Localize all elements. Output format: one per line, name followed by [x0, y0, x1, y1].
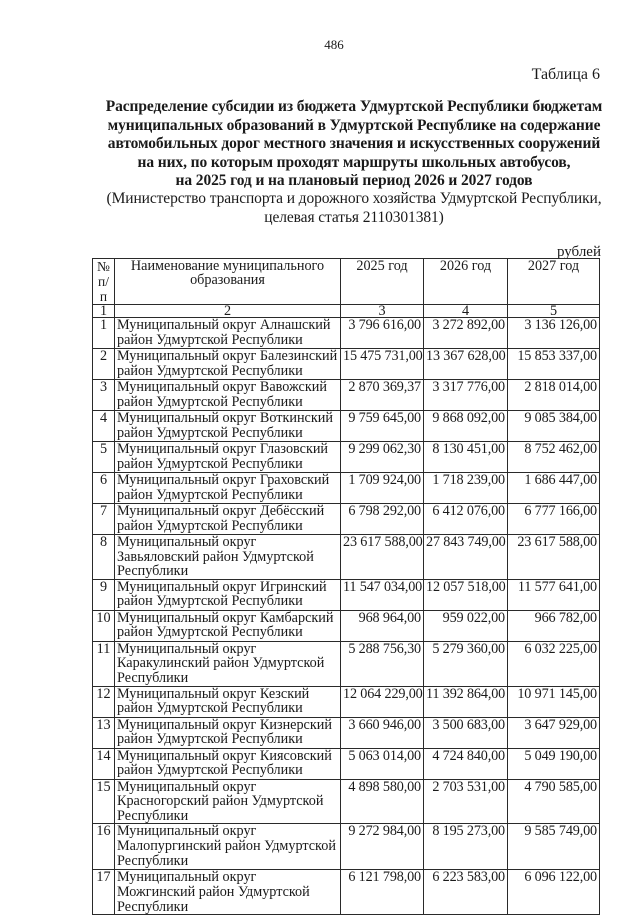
amount-2027: 9 585 749,00	[508, 824, 600, 870]
amount-2026: 12 057 518,00	[424, 579, 508, 610]
amount-2026: 11 392 864,00	[424, 686, 508, 717]
amount-2025: 3 660 946,00	[341, 717, 424, 748]
column-index-row	[93, 305, 600, 318]
amount-2026: 5 279 360,00	[424, 641, 508, 686]
header-2025: 2025 год	[341, 259, 424, 305]
column-index: 4	[424, 305, 508, 318]
document-subtitle	[86, 190, 622, 227]
amount-2026: 27 843 749,00	[424, 535, 508, 580]
amount-2025: 9 272 984,00	[341, 824, 424, 870]
municipality-name: Муниципальный округ Дебёсский район Удмуртской Республики	[115, 504, 341, 535]
row-number: 13	[93, 717, 115, 748]
amount-2026: 13 367 628,00	[424, 349, 508, 380]
units-label: рублей	[556, 244, 601, 260]
amount-2027: 6 032 225,00	[508, 641, 600, 686]
header-number-line2: п/п	[98, 274, 109, 304]
amount-2026: 6 412 076,00	[424, 504, 508, 535]
subsidies-table	[92, 258, 600, 915]
document-title	[86, 98, 622, 191]
table-row	[93, 870, 600, 915]
amount-2026: 8 195 273,00	[424, 824, 508, 870]
amount-2025: 3 796 616,00	[341, 318, 424, 349]
table-row	[93, 717, 600, 748]
municipality-name: Муниципальный округ Глазовский район Удмуртской Республики	[115, 442, 341, 473]
table-row	[93, 535, 600, 580]
amount-2025: 9 299 062,30	[341, 442, 424, 473]
municipality-name: Муниципальный округ Красногорский район Удмуртской Республики	[115, 779, 341, 824]
municipality-name: Муниципальный округ Кезский район Удмуртской Республики	[115, 686, 341, 717]
header-row	[93, 259, 600, 305]
amount-2027: 4 790 585,00	[508, 779, 600, 824]
row-number: 8	[93, 535, 115, 580]
header-2026: 2026 год	[424, 259, 508, 305]
municipality-name: Муниципальный округ Граховский район Удмуртской Республики	[115, 473, 341, 504]
amount-2027: 23 617 588,00	[508, 535, 600, 580]
amount-2026: 6 223 583,00	[424, 870, 508, 915]
subtitle-line: (Министерство транспорта и дорожного хозяйства Удмуртской Республики,	[106, 190, 602, 207]
table-label: Таблица 6	[531, 66, 600, 83]
column-index: 3	[341, 305, 424, 318]
municipality-name: Муниципальный округ Киясовский район Удмуртской Республики	[115, 748, 341, 779]
amount-2026: 959 022,00	[424, 610, 508, 641]
row-number: 4	[93, 411, 115, 442]
amount-2027: 1 686 447,00	[508, 473, 600, 504]
row-number: 5	[93, 442, 115, 473]
title-line: на них, по которым проходят маршруты школьных автобусов,	[137, 153, 571, 171]
amount-2025: 4 898 580,00	[341, 779, 424, 824]
row-number: 14	[93, 748, 115, 779]
table-row	[93, 349, 600, 380]
amount-2027: 10 971 145,00	[508, 686, 600, 717]
amount-2025: 1 709 924,00	[341, 473, 424, 504]
row-number: 11	[93, 641, 115, 686]
table-row	[93, 610, 600, 641]
row-number: 3	[93, 380, 115, 411]
column-index: 5	[508, 305, 600, 318]
amount-2026: 3 272 892,00	[424, 318, 508, 349]
amount-2025: 15 475 731,00	[341, 349, 424, 380]
amount-2025: 5 288 756,30	[341, 641, 424, 686]
row-number: 7	[93, 504, 115, 535]
row-number: 15	[93, 779, 115, 824]
table-row	[93, 504, 600, 535]
municipality-name: Муниципальный округ Балезинский район Удмуртской Республики	[115, 349, 341, 380]
amount-2025: 5 063 014,00	[341, 748, 424, 779]
header-number-line1: №	[97, 259, 110, 274]
title-line: Распределение субсидии из бюджета Удмуртской Республики бюджетам	[105, 98, 603, 115]
page-number: 486	[324, 37, 344, 52]
subtitle-line: целевая статья 2110301381)	[264, 208, 444, 226]
amount-2025: 9 759 645,00	[341, 411, 424, 442]
municipality-name: Муниципальный округ Завьяловский район Удмуртской Республики	[115, 535, 341, 580]
table-row	[93, 579, 600, 610]
header-2027: 2027 год	[508, 259, 600, 305]
column-index: 1	[93, 305, 115, 318]
table-row	[93, 779, 600, 824]
table-row	[93, 473, 600, 504]
amount-2027: 11 577 641,00	[508, 579, 600, 610]
amount-2026: 3 317 776,00	[424, 380, 508, 411]
amount-2026: 1 718 239,00	[424, 473, 508, 504]
table-row	[93, 824, 600, 870]
row-number: 12	[93, 686, 115, 717]
header-number	[93, 259, 115, 305]
amount-2025: 6 798 292,00	[341, 504, 424, 535]
amount-2027: 3 136 126,00	[508, 318, 600, 349]
title-line: муниципальных образований в Удмуртской Республике на содержание	[107, 116, 601, 134]
amount-2025: 12 064 229,00	[341, 686, 424, 717]
amount-2026: 9 868 092,00	[424, 411, 508, 442]
amount-2025: 11 547 034,00	[341, 579, 424, 610]
table-row	[93, 318, 600, 349]
amount-2025: 6 121 798,00	[341, 870, 424, 915]
amount-2027: 6 096 122,00	[508, 870, 600, 915]
amount-2026: 8 130 451,00	[424, 442, 508, 473]
municipality-name: Муниципальный округ Камбарский район Удмуртской Республики	[115, 610, 341, 641]
municipality-name: Муниципальный округ Каракулинский район Удмуртской Республики	[115, 641, 341, 686]
municipality-name: Муниципальный округ Вавожский район Удмуртской Республики	[115, 380, 341, 411]
municipality-name: Муниципальный округ Малопургинский район Удмуртской Республики	[115, 824, 341, 870]
row-number: 17	[93, 870, 115, 915]
title-line: на 2025 год и на плановый период 2026 и 2027 годов	[175, 172, 533, 190]
municipality-name: Муниципальный округ Воткинский район Удмуртской Республики	[115, 411, 341, 442]
header-name: Наименование муниципального образования	[115, 259, 341, 305]
amount-2027: 6 777 166,00	[508, 504, 600, 535]
amount-2025: 23 617 588,00	[341, 535, 424, 580]
row-number: 2	[93, 349, 115, 380]
amount-2027: 2 818 014,00	[508, 380, 600, 411]
amount-2025: 968 964,00	[341, 610, 424, 641]
table-row	[93, 686, 600, 717]
table-row	[93, 442, 600, 473]
amount-2027: 9 085 384,00	[508, 411, 600, 442]
amount-2027: 15 853 337,00	[508, 349, 600, 380]
row-number: 1	[93, 318, 115, 349]
table-row	[93, 411, 600, 442]
title-line: автомобильных дорог местного значения и искусственных сооружений	[107, 135, 601, 153]
municipality-name: Муниципальный округ Можгинский район Удмуртской Республики	[115, 870, 341, 915]
row-number: 16	[93, 824, 115, 870]
amount-2027: 3 647 929,00	[508, 717, 600, 748]
amount-2026: 3 500 683,00	[424, 717, 508, 748]
amount-2027: 966 782,00	[508, 610, 600, 641]
municipality-name: Муниципальный округ Алнашский район Удмуртской Республики	[115, 318, 341, 349]
municipality-name: Муниципальный округ Кизнерский район Удмуртской Республики	[115, 717, 341, 748]
table-row	[93, 380, 600, 411]
row-number: 9	[93, 579, 115, 610]
municipality-name: Муниципальный округ Игринский район Удмуртской Республики	[115, 579, 341, 610]
amount-2026: 4 724 840,00	[424, 748, 508, 779]
amount-2026: 2 703 531,00	[424, 779, 508, 824]
row-number: 10	[93, 610, 115, 641]
table-row	[93, 748, 600, 779]
table-row	[93, 641, 600, 686]
row-number: 6	[93, 473, 115, 504]
amount-2027: 8 752 462,00	[508, 442, 600, 473]
amount-2025: 2 870 369,37	[341, 380, 424, 411]
column-index: 2	[115, 305, 341, 318]
amount-2027: 5 049 190,00	[508, 748, 600, 779]
